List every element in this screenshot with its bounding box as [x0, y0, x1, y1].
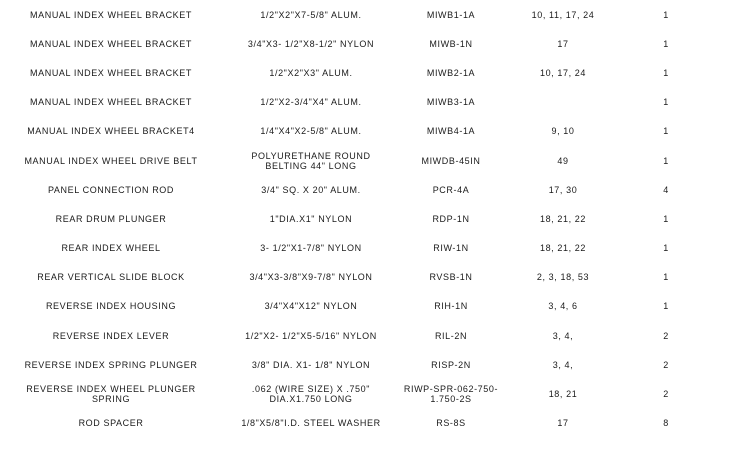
figures-cell: 18, 21, 22 [539, 213, 587, 224]
part-number-cell: MIWB4-1A [426, 126, 476, 137]
figures-cell: 18, 21, 22 [539, 243, 587, 254]
material-cell: 1"DIA.X1" NYLON [269, 213, 353, 224]
table-row [0, 204, 740, 233]
figures-cell [502, 88, 624, 117]
figures-cell: 17 [557, 418, 569, 429]
figures-cell: 3, 4, [552, 359, 574, 370]
part-number-cell: RIW-1N [433, 243, 469, 254]
material-cell: 1/8"X5/8"I.D. STEEL WASHER [241, 418, 381, 429]
table-row [0, 146, 740, 175]
part-number-cell: MIWB2-1A [426, 67, 476, 78]
quantity-cell: 1 [663, 155, 669, 166]
figures-cell: 2, 3, 18, 53 [536, 272, 590, 283]
table-row [0, 0, 740, 29]
part-number-cell: MIWDB-45IN [421, 155, 481, 166]
figures-cell: 10, 17, 24 [539, 67, 587, 78]
description-cell: REAR INDEX WHEEL [61, 243, 161, 254]
part-number-cell: RISP-2N [431, 359, 471, 370]
quantity-cell: 8 [663, 418, 669, 429]
part-number-cell: RIL-2N [434, 330, 468, 341]
part-number-cell: MIWB-1N [429, 38, 473, 49]
table-row [0, 292, 740, 321]
quantity-cell: 1 [663, 126, 669, 137]
quantity-cell: 1 [663, 38, 669, 49]
material-cell: 1/2"X2- 1/2"X5-5/16" NYLON [245, 330, 377, 341]
figures-cell: 17, 30 [548, 184, 578, 195]
quantity-cell: 2 [663, 359, 669, 370]
figures-cell: 3, 4, [552, 330, 574, 341]
table-row [0, 29, 740, 58]
part-number-cell: RDP-1N [432, 213, 470, 224]
material-cell: 3/4"X3- 1/2"X8-1/2" NYLON [247, 38, 375, 49]
quantity-cell: 2 [663, 330, 669, 341]
figures-cell: 10, 11, 17, 24 [531, 9, 595, 20]
material-cell: .062 (WIRE SIZE) X .750" DIA.X1.750 LONG [251, 384, 371, 405]
part-number-cell: RVSB-1N [429, 272, 473, 283]
part-number-cell: RS-8S [436, 418, 466, 429]
quantity-cell: 1 [663, 9, 669, 20]
table-row [0, 263, 740, 292]
quantity-cell: 1 [663, 272, 669, 283]
table-row [0, 321, 740, 350]
table-row [0, 58, 740, 87]
quantity-cell: 1 [663, 97, 669, 108]
description-cell: MANUAL INDEX WHEEL DRIVE BELT [24, 155, 198, 166]
table-row [0, 175, 740, 204]
description-cell: REVERSE INDEX LEVER [52, 330, 170, 341]
figures-cell: 3, 4, 6 [548, 301, 578, 312]
table-row [0, 379, 740, 408]
description-cell: MANUAL INDEX WHEEL BRACKET [30, 67, 192, 78]
material-cell: 1/2"X2-3/4"X4" ALUM. [260, 97, 362, 108]
figures-cell: 17 [557, 38, 569, 49]
table-row [0, 117, 740, 146]
part-number-cell: MIWB1-1A [426, 9, 476, 20]
material-cell: 3- 1/2"X1-7/8" NYLON [260, 243, 362, 254]
quantity-cell: 1 [663, 213, 669, 224]
description-cell: MANUAL INDEX WHEEL BRACKET [30, 9, 192, 20]
figures-cell: 18, 21 [548, 389, 578, 400]
description-cell: REVERSE INDEX SPRING PLUNGER [24, 359, 198, 370]
quantity-cell: 1 [663, 67, 669, 78]
part-number-cell: MIWB3-1A [426, 97, 476, 108]
material-cell: 3/4"X3-3/8"X9-7/8" NYLON [249, 272, 373, 283]
description-cell: PANEL CONNECTION ROD [47, 184, 174, 195]
material-cell: 1/2"X2"X7-5/8" ALUM. [260, 9, 362, 20]
material-cell: 1/4"X4"X2-5/8" ALUM. [260, 126, 362, 137]
description-cell: REAR VERTICAL SLIDE BLOCK [37, 272, 185, 283]
description-cell: ROD SPACER [78, 418, 144, 429]
table-row [0, 409, 740, 438]
quantity-cell: 1 [663, 243, 669, 254]
description-cell: MANUAL INDEX WHEEL BRACKET [30, 38, 192, 49]
quantity-cell: 1 [663, 301, 669, 312]
material-cell: 3/4" SQ. X 20" ALUM. [261, 184, 361, 195]
description-cell: REVERSE INDEX HOUSING [45, 301, 177, 312]
material-cell: 3/8" DIA. X1- 1/8" NYLON [251, 359, 371, 370]
material-cell: POLYURETHANE ROUND BELTING 44" LONG [251, 150, 371, 171]
part-number-cell: PCR-4A [432, 184, 470, 195]
quantity-cell: 4 [663, 184, 669, 195]
description-cell: MANUAL INDEX WHEEL BRACKET4 [27, 126, 195, 137]
part-number-cell: RIWP-SPR-062-750- 1.750-2S [403, 384, 499, 405]
material-cell: 1/2"X2"X3" ALUM. [269, 67, 353, 78]
part-number-cell: RIH-1N [434, 301, 468, 312]
figures-cell: 9, 10 [551, 126, 575, 137]
description-cell: REVERSE INDEX WHEEL PLUNGER SPRING [26, 384, 196, 405]
material-cell: 3/4"X4"X12" NYLON [264, 301, 358, 312]
figures-cell: 49 [557, 155, 569, 166]
table-row [0, 88, 740, 117]
table-row [0, 234, 740, 263]
description-cell: REAR DRUM PLUNGER [55, 213, 167, 224]
table-row [0, 350, 740, 379]
quantity-cell: 2 [663, 389, 669, 400]
description-cell: MANUAL INDEX WHEEL BRACKET [30, 97, 192, 108]
